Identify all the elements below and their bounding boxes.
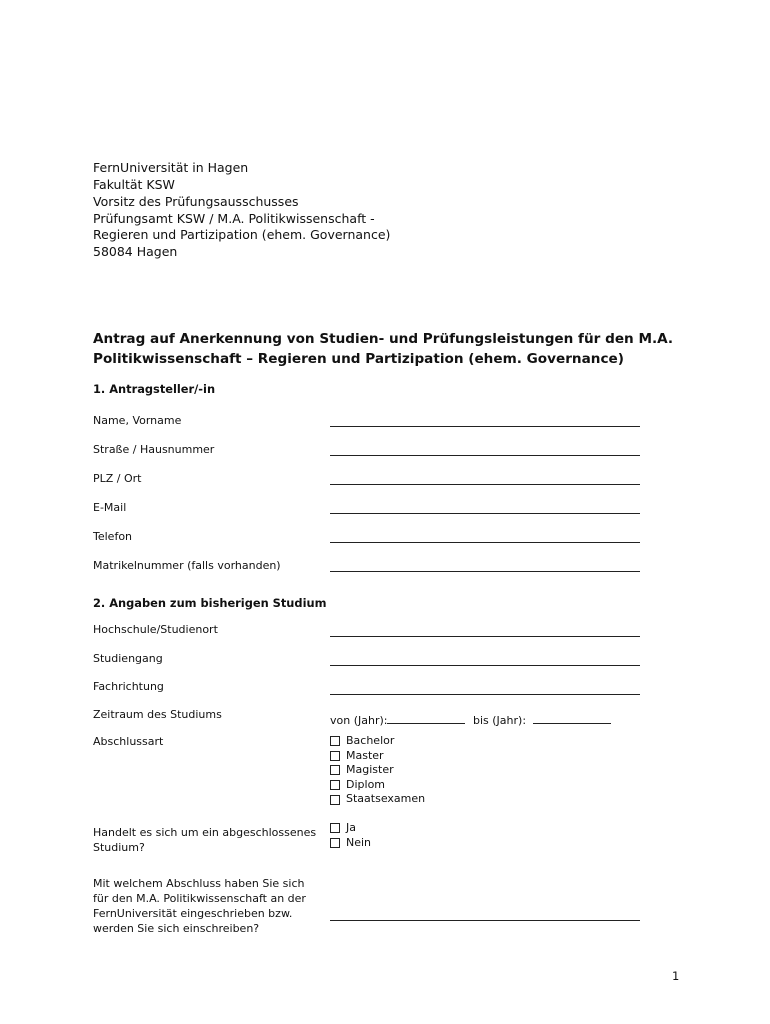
street-input-line[interactable] bbox=[330, 455, 640, 456]
address-line: FernUniversität in Hagen bbox=[93, 160, 249, 175]
address-line: Vorsitz des Prüfungsausschusses bbox=[93, 194, 299, 210]
city-input-line[interactable] bbox=[330, 484, 640, 485]
degree-option-magister[interactable]: Magister bbox=[330, 763, 425, 778]
phone-input-line[interactable] bbox=[330, 542, 640, 543]
address-line: Fakultät KSW bbox=[93, 176, 175, 192]
field-label-period: Zeitraum des Studiums bbox=[93, 708, 222, 721]
period-to-input-line[interactable] bbox=[533, 713, 611, 724]
checkbox-icon[interactable] bbox=[330, 780, 340, 790]
address-line: Prüfungsamt KSW / M.A. Politikwissenschaft - bbox=[93, 210, 375, 226]
field-label-enrollment: Mit welchem Abschluss haben Sie sich für den M.A. Politikwissenschaft an der FernUniversität eingeschrieben bzw. werden Sie sich einschreiben? bbox=[93, 877, 306, 935]
field-label-university: Hochschule/Studienort bbox=[93, 623, 218, 636]
degree-option-bachelor[interactable]: Bachelor bbox=[330, 734, 425, 749]
name-input-line[interactable] bbox=[330, 426, 640, 427]
checkbox-icon[interactable] bbox=[330, 795, 340, 805]
address-line: 58084 Hagen bbox=[93, 243, 178, 259]
field-label-phone: Telefon bbox=[93, 530, 133, 543]
period-to-label: bis (Jahr): bbox=[472, 714, 527, 727]
degree-options bbox=[330, 734, 425, 807]
degree-option-staatsexamen[interactable]: Staatsexamen bbox=[330, 792, 425, 807]
address-line: Regieren und Partizipation (ehem. Governance) bbox=[93, 227, 391, 243]
program-input-line[interactable] bbox=[330, 665, 640, 666]
document-title bbox=[93, 329, 703, 369]
recipient-address bbox=[93, 160, 390, 261]
section-heading-studies: 2. Angaben zum bisherigen Studium bbox=[93, 596, 327, 610]
field-label-name: Name, Vorname bbox=[93, 414, 182, 427]
completed-option-yes[interactable]: Ja bbox=[330, 821, 371, 836]
title-line: Antrag auf Anerkennung von Studien- und Prüfungsleistungen für den M.A. bbox=[93, 331, 674, 347]
field-label-matriculation: Matrikelnummer (falls vorhanden) bbox=[93, 559, 281, 572]
field-label-completed: Handelt es sich um ein abgeschlossenes Studium? bbox=[93, 826, 317, 854]
section-heading-applicant: 1. Antragsteller/-in bbox=[93, 382, 216, 396]
field-label-email: E-Mail bbox=[93, 501, 127, 514]
enrollment-input-line[interactable] bbox=[330, 920, 640, 921]
university-input-line[interactable] bbox=[330, 636, 640, 637]
page-number: 1 bbox=[672, 969, 680, 983]
period-from-label: von (Jahr): bbox=[330, 714, 388, 727]
period-from-input-line[interactable] bbox=[387, 713, 465, 724]
field-label-program: Studiengang bbox=[93, 652, 163, 665]
checkbox-icon[interactable] bbox=[330, 765, 340, 775]
degree-option-diplom[interactable]: Diplom bbox=[330, 778, 425, 793]
completed-options bbox=[330, 821, 371, 850]
checkbox-icon[interactable] bbox=[330, 838, 340, 848]
checkbox-icon[interactable] bbox=[330, 751, 340, 761]
field-label-city: PLZ / Ort bbox=[93, 472, 142, 485]
field-label-degree: Abschlussart bbox=[93, 735, 164, 748]
degree-option-master[interactable]: Master bbox=[330, 749, 425, 764]
study-period bbox=[330, 713, 611, 727]
checkbox-icon[interactable] bbox=[330, 823, 340, 833]
field-label-subject: Fachrichtung bbox=[93, 680, 164, 693]
subject-input-line[interactable] bbox=[330, 694, 640, 695]
matriculation-input-line[interactable] bbox=[330, 571, 640, 572]
completed-option-no[interactable]: Nein bbox=[330, 836, 371, 851]
checkbox-icon[interactable] bbox=[330, 736, 340, 746]
field-label-street: Straße / Hausnummer bbox=[93, 443, 215, 456]
title-line: Politikwissenschaft – Regieren und Partizipation (ehem. Governance) bbox=[93, 351, 624, 367]
email-input-line[interactable] bbox=[330, 513, 640, 514]
